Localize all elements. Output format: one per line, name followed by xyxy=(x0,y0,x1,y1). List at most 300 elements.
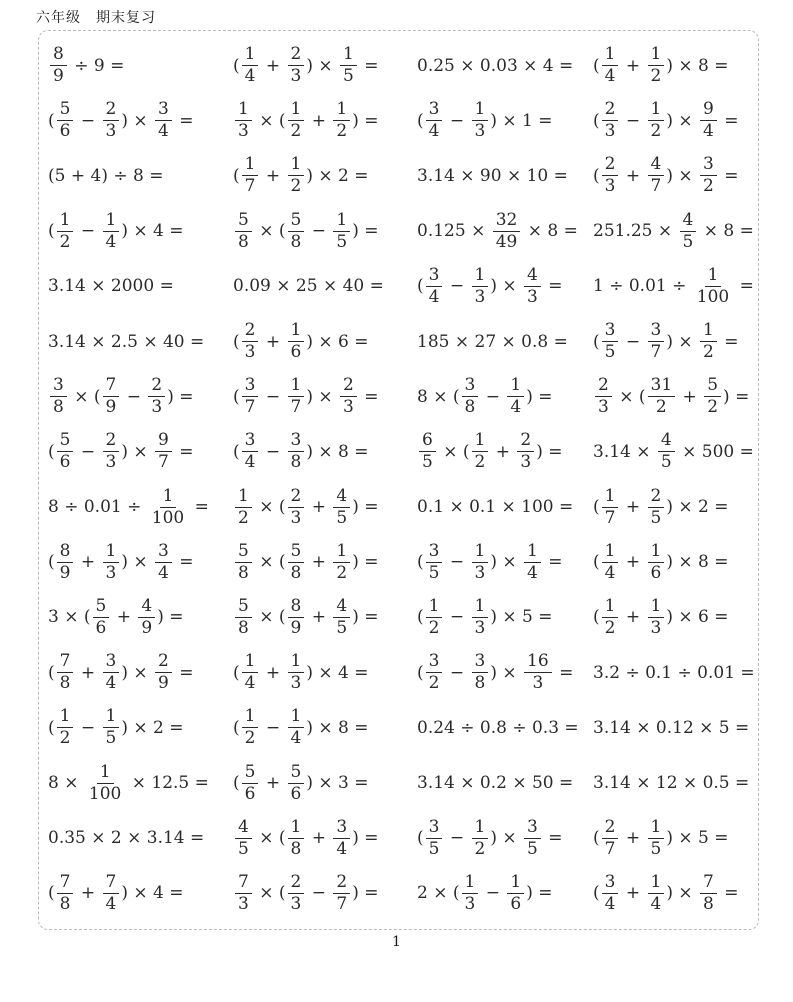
fraction-numerator: 2 xyxy=(155,652,172,673)
fraction-numerator: 1 xyxy=(426,597,443,618)
expression-text: ) = xyxy=(352,883,379,904)
math-problem xyxy=(417,314,593,369)
fraction-numerator: 3 xyxy=(242,431,259,452)
expression-text: ) × 5 = xyxy=(666,828,729,849)
expression-text: + xyxy=(306,497,332,518)
expression-text: ( xyxy=(233,386,240,407)
fraction xyxy=(700,321,717,362)
expression-text: − xyxy=(260,386,286,407)
fraction xyxy=(103,100,120,141)
expression-text: − xyxy=(444,110,470,131)
math-problem xyxy=(48,590,233,645)
math-problem xyxy=(593,811,758,866)
math-problem xyxy=(593,866,758,921)
fraction-denominator: 3 xyxy=(650,617,662,638)
expression-text: − xyxy=(444,607,470,628)
fraction-denominator: 4 xyxy=(428,121,440,142)
fraction xyxy=(426,542,443,583)
math-problem xyxy=(233,811,417,866)
expression-text: 0.125 × xyxy=(417,221,491,242)
expression-text: ) × 3 = xyxy=(306,773,369,794)
fraction-denominator: 6 xyxy=(59,121,71,142)
expression-text: − xyxy=(306,221,332,242)
fraction-numerator: 3 xyxy=(700,155,717,176)
fraction-denominator: 9 xyxy=(158,673,169,694)
fraction-numerator: 1 xyxy=(242,707,259,728)
fraction-denominator: 2 xyxy=(244,728,256,749)
fraction xyxy=(149,487,187,528)
fraction-denominator: 8 xyxy=(59,673,71,694)
fraction-numerator: 1 xyxy=(57,211,74,232)
fraction-numerator: 1 xyxy=(103,707,120,728)
page-footer xyxy=(0,934,793,950)
fraction-numerator: 2 xyxy=(103,431,120,452)
fraction-denominator: 4 xyxy=(604,562,616,583)
expression-text: ) × xyxy=(490,828,523,849)
fraction xyxy=(462,376,479,417)
fraction-denominator: 4 xyxy=(158,562,169,583)
math-problem xyxy=(417,259,593,314)
math-problem xyxy=(593,645,758,700)
expression-text: − xyxy=(75,441,101,462)
fraction-numerator: 2 xyxy=(288,487,305,508)
expression-text: + xyxy=(260,331,286,352)
fraction-numerator: 9 xyxy=(155,431,172,452)
fraction-denominator: 3 xyxy=(474,617,486,638)
fraction-denominator: 5 xyxy=(650,838,662,859)
fraction-denominator: 7 xyxy=(244,397,256,418)
fraction-numerator: 1 xyxy=(242,45,259,66)
fraction xyxy=(242,431,259,472)
math-problem xyxy=(233,535,417,590)
expression-text: ( xyxy=(48,717,55,738)
fraction-numerator: 1 xyxy=(507,376,524,397)
expression-text: = xyxy=(542,552,563,573)
expression-text: × ( xyxy=(253,552,286,573)
fraction xyxy=(242,376,259,417)
fraction xyxy=(235,873,252,914)
fraction xyxy=(242,707,259,748)
fraction-numerator: 1 xyxy=(648,45,665,66)
fraction xyxy=(288,597,305,638)
math-problem xyxy=(48,259,233,314)
expression-text: 0.09 × 25 × 40 = xyxy=(233,276,384,297)
fraction xyxy=(235,597,252,638)
expression-text: ( xyxy=(417,552,424,573)
fraction-denominator: 2 xyxy=(428,673,440,694)
fraction-numerator: 2 xyxy=(333,873,350,894)
expression-text: − xyxy=(444,552,470,573)
expression-text: + xyxy=(306,607,332,628)
fraction-denominator: 3 xyxy=(105,452,117,473)
fraction-denominator: 6 xyxy=(244,783,256,804)
fraction-numerator: 9 xyxy=(700,100,717,121)
expression-text: ) × 1 = xyxy=(490,110,553,131)
fraction-numerator: 1 xyxy=(472,266,489,287)
fraction xyxy=(288,707,305,748)
expression-text: ) × 6 = xyxy=(306,331,369,352)
expression-text: ) × xyxy=(121,552,154,573)
expression-text: ) × 4 = xyxy=(306,662,369,683)
fraction-numerator: 5 xyxy=(235,542,252,563)
expression-text: × 500 = xyxy=(676,441,754,462)
fraction-denominator: 5 xyxy=(660,452,672,473)
fraction xyxy=(602,321,619,362)
fraction xyxy=(602,818,619,859)
fraction-denominator: 2 xyxy=(474,452,486,473)
math-problem xyxy=(233,866,417,921)
expression-text: ) = xyxy=(352,828,379,849)
fraction-numerator: 5 xyxy=(704,376,721,397)
expression-text: ( xyxy=(48,110,55,131)
fraction xyxy=(333,818,350,859)
fraction-numerator: 2 xyxy=(648,487,665,508)
fraction-numerator: 4 xyxy=(138,597,155,618)
fraction xyxy=(472,100,489,141)
math-problem xyxy=(417,204,593,259)
fraction-denominator: 3 xyxy=(604,176,616,197)
math-problem xyxy=(593,480,758,535)
fraction-denominator: 8 xyxy=(53,397,64,418)
expression-text: = xyxy=(173,441,194,462)
fraction-denominator: 4 xyxy=(510,397,522,418)
fraction-numerator: 1 xyxy=(648,542,665,563)
fraction-denominator: 4 xyxy=(290,728,302,749)
expression-text: + xyxy=(260,662,286,683)
fraction-numerator: 4 xyxy=(524,266,541,287)
fraction-denominator: 3 xyxy=(598,397,609,418)
fraction-numerator: 1 xyxy=(602,542,619,563)
expression-text: ( xyxy=(233,717,240,738)
page-number: 1 xyxy=(392,934,401,950)
fraction xyxy=(648,597,665,638)
expression-text: ) × 4 = xyxy=(121,221,184,242)
fraction-numerator: 3 xyxy=(103,652,120,673)
fraction xyxy=(57,431,74,472)
expression-text: ( xyxy=(593,110,600,131)
worksheet-title: 六年级 期末复习 xyxy=(36,10,156,26)
fraction-denominator: 4 xyxy=(428,286,440,307)
expression-text: × ( xyxy=(253,883,286,904)
expression-text: − xyxy=(444,662,470,683)
fraction-denominator: 2 xyxy=(59,231,71,252)
expression-text: ) × xyxy=(490,552,523,573)
expression-text: × 8 = xyxy=(698,221,754,242)
fraction xyxy=(242,652,259,693)
fraction xyxy=(333,597,350,638)
expression-text: − xyxy=(444,276,470,297)
expression-text: × ( xyxy=(253,497,286,518)
math-problem xyxy=(233,148,417,203)
expression-text: ) × xyxy=(666,883,699,904)
fraction xyxy=(658,431,675,472)
expression-text: = xyxy=(718,331,739,352)
expression-text: = xyxy=(358,55,379,76)
fraction xyxy=(333,873,350,914)
math-problem xyxy=(417,369,593,424)
fraction-denominator: 2 xyxy=(59,728,71,749)
expression-text: ( xyxy=(417,110,424,131)
fraction-numerator: 5 xyxy=(288,542,305,563)
expression-text: 3.14 × 2000 = xyxy=(48,276,174,297)
fraction-numerator: 3 xyxy=(426,542,443,563)
fraction xyxy=(57,873,74,914)
fraction xyxy=(288,542,305,583)
fraction-numerator: 4 xyxy=(658,431,675,452)
fraction-denominator: 2 xyxy=(336,121,348,142)
fraction-numerator: 1 xyxy=(288,321,305,342)
expression-text: × ( xyxy=(253,110,286,131)
expression-text: 8 ÷ 0.01 ÷ xyxy=(48,497,147,518)
fraction-denominator: 2 xyxy=(238,507,249,528)
fraction xyxy=(288,652,305,693)
fraction-denominator: 8 xyxy=(290,562,302,583)
fraction-denominator: 3 xyxy=(520,452,532,473)
fraction-numerator: 3 xyxy=(426,100,443,121)
expression-text: ) = xyxy=(536,441,563,462)
expression-text: ( xyxy=(417,276,424,297)
fraction xyxy=(333,211,350,252)
math-problem xyxy=(233,38,417,93)
fraction xyxy=(595,376,612,417)
fraction-denominator: 7 xyxy=(158,452,169,473)
fraction xyxy=(333,100,350,141)
fraction-numerator: 2 xyxy=(602,155,619,176)
expression-text: = xyxy=(718,165,739,186)
fraction xyxy=(288,763,305,804)
fraction xyxy=(524,266,541,307)
fraction xyxy=(472,652,489,693)
expression-text: ( xyxy=(593,165,600,186)
fraction-numerator: 3 xyxy=(155,100,172,121)
fraction-numerator: 1 xyxy=(288,100,305,121)
fraction-numerator: 3 xyxy=(426,266,443,287)
fraction-numerator: 1 xyxy=(333,100,350,121)
fraction-denominator: 3 xyxy=(474,286,486,307)
fraction-numerator: 3 xyxy=(472,652,489,673)
expression-text: = xyxy=(718,883,739,904)
fraction-numerator: 1 xyxy=(602,597,619,618)
fraction-denominator: 4 xyxy=(105,893,117,914)
fraction-denominator: 2 xyxy=(655,397,667,418)
fraction xyxy=(103,431,120,472)
fraction-numerator: 1 xyxy=(103,542,120,563)
expression-text: ) × 6 = xyxy=(666,607,729,628)
fraction xyxy=(507,873,524,914)
expression-text: × 8 = xyxy=(522,221,578,242)
math-problem xyxy=(48,535,233,590)
math-problem xyxy=(48,369,233,424)
fraction-numerator: 5 xyxy=(235,597,252,618)
fraction-numerator: 1 xyxy=(472,597,489,618)
math-problem xyxy=(417,645,593,700)
fraction-denominator: 4 xyxy=(703,121,714,142)
math-problem xyxy=(593,148,758,203)
expression-text: + xyxy=(620,607,646,628)
fraction xyxy=(155,542,172,583)
fraction xyxy=(333,487,350,528)
fraction-numerator: 5 xyxy=(57,100,74,121)
expression-text: − xyxy=(75,717,101,738)
fraction-numerator: 8 xyxy=(288,597,305,618)
expression-text: ) × xyxy=(666,331,699,352)
fraction-numerator: 2 xyxy=(340,376,357,397)
fraction xyxy=(103,542,120,583)
fraction-denominator: 4 xyxy=(105,231,117,252)
fraction-denominator: 5 xyxy=(336,231,348,252)
fraction xyxy=(602,487,619,528)
fraction-denominator: 8 xyxy=(290,452,302,473)
expression-text: ) = xyxy=(157,607,184,628)
expression-text: ) × 2 = xyxy=(306,165,369,186)
fraction-numerator: 3 xyxy=(155,542,172,563)
expression-text: 185 × 27 × 0.8 = xyxy=(417,331,568,352)
math-problem xyxy=(48,755,233,810)
fraction xyxy=(288,155,305,196)
expression-text: ) = xyxy=(352,221,379,242)
fraction-numerator: 2 xyxy=(517,431,534,452)
fraction xyxy=(472,266,489,307)
fraction-denominator: 4 xyxy=(244,673,256,694)
fraction xyxy=(648,873,665,914)
expression-text: 8 × xyxy=(48,773,84,794)
fraction xyxy=(426,818,443,859)
expression-text: + xyxy=(306,828,332,849)
fraction xyxy=(57,100,74,141)
fraction xyxy=(93,597,110,638)
fraction-denominator: 7 xyxy=(604,507,616,528)
fraction-numerator: 31 xyxy=(648,376,676,397)
fraction-numerator: 2 xyxy=(602,100,619,121)
expression-text: + xyxy=(306,552,332,573)
fraction-denominator: 5 xyxy=(682,231,694,252)
fraction xyxy=(57,542,74,583)
fraction xyxy=(57,707,74,748)
fraction-denominator: 4 xyxy=(604,66,616,87)
expression-text: ) × xyxy=(121,662,154,683)
fraction-denominator: 8 xyxy=(703,893,714,914)
expression-text: 2 × ( xyxy=(417,883,460,904)
fraction-denominator: 3 xyxy=(290,66,302,87)
fraction-numerator: 16 xyxy=(524,652,552,673)
fraction-denominator: 5 xyxy=(604,342,616,363)
expression-text: = xyxy=(173,662,194,683)
expression-text: × ( xyxy=(68,386,101,407)
fraction-denominator: 3 xyxy=(527,286,538,307)
fraction-numerator: 3 xyxy=(242,376,259,397)
fraction xyxy=(426,597,443,638)
math-problem xyxy=(233,755,417,810)
fraction-denominator: 6 xyxy=(290,342,302,363)
expression-text: 0.24 ÷ 0.8 ÷ 0.3 = xyxy=(417,717,579,738)
fraction xyxy=(155,652,172,693)
fraction-numerator: 3 xyxy=(648,321,665,342)
expression-text: + xyxy=(75,883,101,904)
fraction xyxy=(648,542,665,583)
fraction-numerator: 1 xyxy=(288,818,305,839)
math-problem xyxy=(417,148,593,203)
fraction-numerator: 1 xyxy=(472,431,489,452)
math-problem xyxy=(48,314,233,369)
fraction xyxy=(602,542,619,583)
math-problem xyxy=(593,535,758,590)
expression-text: + xyxy=(620,883,646,904)
expression-text: ( xyxy=(593,828,600,849)
expression-text: ( xyxy=(593,552,600,573)
fraction xyxy=(50,45,67,86)
fraction-denominator: 4 xyxy=(244,66,256,87)
fraction-numerator: 7 xyxy=(103,376,120,397)
expression-text: 0.35 × 2 × 3.14 = xyxy=(48,828,205,849)
expression-text: = xyxy=(189,497,209,518)
fraction xyxy=(472,818,489,859)
expression-text: = xyxy=(734,276,754,297)
expression-text: ( xyxy=(48,441,55,462)
fraction-numerator: 1 xyxy=(288,376,305,397)
expression-text: ) = xyxy=(352,110,379,131)
fraction-denominator: 7 xyxy=(244,176,256,197)
expression-text: ( xyxy=(233,331,240,352)
math-problem xyxy=(417,424,593,479)
expression-text: ) = xyxy=(352,607,379,628)
expression-text: × ( xyxy=(437,441,470,462)
fraction-denominator: 8 xyxy=(238,562,249,583)
expression-text: ) × xyxy=(666,110,699,131)
expression-text: 1 ÷ 0.01 ÷ xyxy=(593,276,692,297)
fraction-denominator: 3 xyxy=(151,397,163,418)
expression-text: − xyxy=(444,828,470,849)
expression-text: ( xyxy=(233,165,240,186)
fraction xyxy=(242,763,259,804)
fraction-numerator: 1 xyxy=(235,487,252,508)
problems-grid xyxy=(48,38,758,922)
expression-text: + xyxy=(490,441,516,462)
expression-text: (5 + 4) ÷ 8 = xyxy=(48,165,164,186)
fraction xyxy=(472,542,489,583)
expression-text: ) × xyxy=(666,165,699,186)
math-problem xyxy=(48,866,233,921)
fraction-denominator: 2 xyxy=(428,617,440,638)
fraction-denominator: 3 xyxy=(290,507,302,528)
fraction-numerator: 4 xyxy=(648,155,665,176)
fraction-denominator: 2 xyxy=(703,342,714,363)
fraction-denominator: 2 xyxy=(290,176,302,197)
math-problem xyxy=(233,590,417,645)
fraction xyxy=(103,211,120,252)
fraction-denominator: 8 xyxy=(464,397,476,418)
fraction xyxy=(704,376,721,417)
fraction-denominator: 4 xyxy=(527,562,538,583)
expression-text: 3.2 ÷ 0.1 ÷ 0.01 = xyxy=(593,662,755,683)
fraction xyxy=(700,155,717,196)
fraction-numerator: 1 xyxy=(288,155,305,176)
expression-text: ( xyxy=(48,221,55,242)
expression-text: − xyxy=(260,717,286,738)
fraction xyxy=(288,376,305,417)
fraction-numerator: 1 xyxy=(288,652,305,673)
fraction-numerator: 1 xyxy=(57,707,74,728)
fraction-denominator: 3 xyxy=(244,342,256,363)
fraction-denominator: 9 xyxy=(53,66,64,87)
fraction-numerator: 1 xyxy=(700,321,717,342)
fraction xyxy=(242,321,259,362)
fraction-denominator: 3 xyxy=(238,893,249,914)
expression-text: ( xyxy=(417,607,424,628)
fraction xyxy=(426,652,443,693)
fraction-numerator: 5 xyxy=(288,211,305,232)
math-problem xyxy=(417,700,593,755)
fraction-numerator: 3 xyxy=(426,652,443,673)
